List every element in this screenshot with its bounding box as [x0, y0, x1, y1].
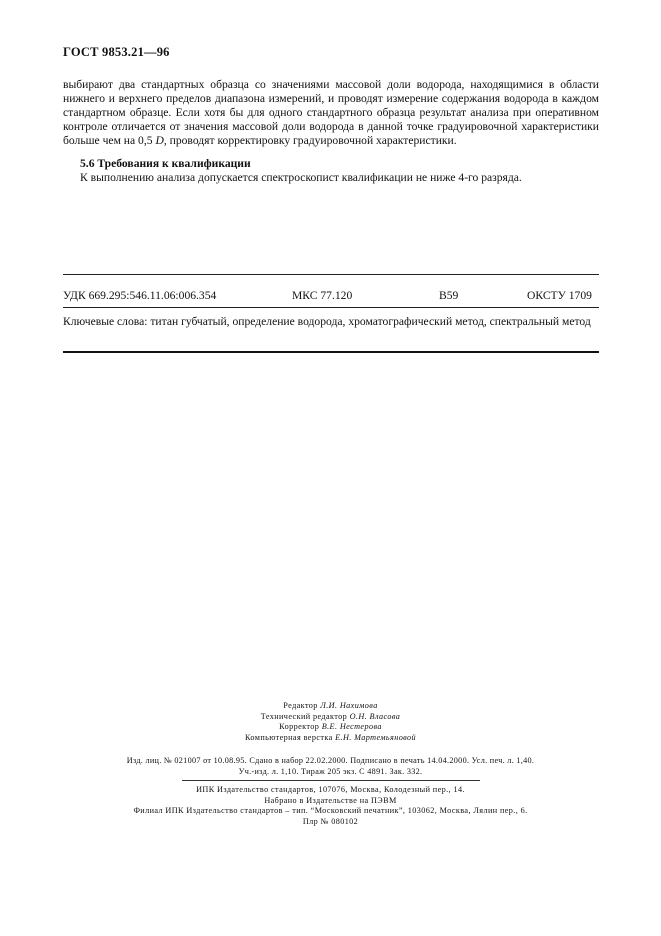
keywords: Ключевые слова: титан губчатый, определение водорода, хроматографический метод, спектральный метод [63, 315, 591, 328]
layout-line: Компьютерная верстка Е.Н. Мартемьяновой [244, 732, 417, 742]
printer-line-1: ИПК Издательство стандартов, 107076, Москва, Колодезный пер., 14. [196, 785, 465, 794]
section-heading: 5.6 Требования к квалификации [80, 157, 251, 170]
top-divider [63, 274, 599, 275]
symbol-d: D [155, 134, 164, 148]
udk-code: УДК 669.295:546.11.06:006.354 [63, 289, 217, 302]
editor-line: Редактор Л.И. Нахимова [283, 701, 378, 710]
bottom-divider [63, 351, 599, 353]
document-header: ГОСТ 9853.21—96 [63, 45, 170, 59]
printer-line-2: Набрано в Издательстве на ПЭВМ [264, 795, 397, 805]
footer-divider [182, 780, 480, 781]
corrector-line: Корректор В.Е. Нестерова [279, 722, 382, 731]
publishing-line-2: Уч.-изд. л. 1,10. Тираж 205 экз. С 4891. Зак. 332. [238, 766, 423, 776]
publishing-line-1: Изд. лиц. № 021007 от 10.08.95. Сдано в набор 22.02.2000. Подписано в печать 14.04.2000. Усл. печ. л. 1,40. [126, 756, 535, 765]
section-text: К выполнению анализа допускается спектроскопист квалификации не ниже 4-го разряда. [80, 171, 522, 184]
tech-editor-line: Технический редактор О.Н. Власова [260, 711, 401, 721]
publishing-block [0, 756, 661, 777]
paragraph-text: выбирают два стандартных образца со значениями массовой доли водорода, находящимися в области нижнего и верхнего пределов диапазона измерений, и проводят измерение содержания водорода в каждом стандартном образце. Если хотя бы для одного стандартного образца результат анализа при оперативном контроле отличается от значения массовой доли водорода в данной точке градуировочной характеристики больше чем на 0,5 [63, 78, 599, 148]
printer-line-3: Филиал ИПК Издательство стандартов – тип. “Московский печатник”, 103062, Москва, Лялин пер., 6. [133, 806, 528, 815]
mks-code: МКС 77.120 [292, 289, 353, 302]
meta-divider [63, 307, 599, 308]
printer-block [0, 785, 661, 827]
body-paragraph [63, 78, 599, 148]
paragraph-end: , проводят корректировку градуировочной характеристики. [163, 134, 457, 148]
group-code: В59 [439, 289, 459, 302]
okstu-code: ОКСТУ 1709 [527, 289, 592, 302]
credits-block [0, 701, 661, 743]
printer-line-4: Плр № 080102 [302, 816, 359, 826]
